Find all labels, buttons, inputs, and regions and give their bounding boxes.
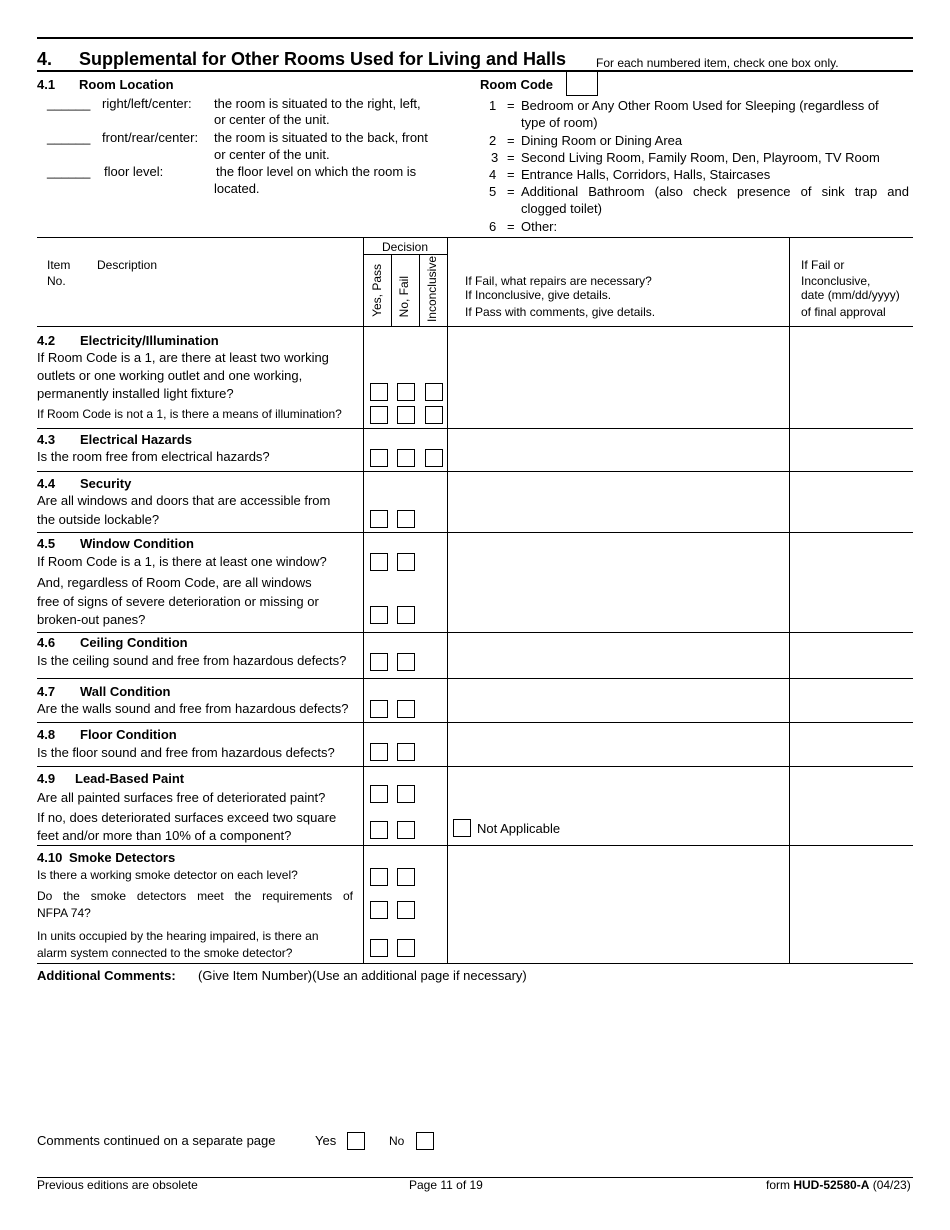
item-4-4-title: Security [80,476,132,491]
footer-page-number: Page 11 of 19 [409,1178,483,1192]
item-4-2-q2-inconclusive-checkbox[interactable] [425,406,443,424]
section-title: Supplemental for Other Rooms Used for Living and Halls [79,49,567,69]
header-repairs-2: If Inconclusive, give details. [465,288,612,302]
comments-continued-no-checkbox[interactable] [416,1132,434,1150]
item-4-4-q1b: the outside lockable? [37,512,160,527]
item-4-8-pass-checkbox[interactable] [370,743,388,761]
header-decision: Decision [381,240,429,254]
room-location-desc-2a: the room is situated to the back, front [214,130,428,145]
item-4-2-q2-fail-checkbox[interactable] [397,406,415,424]
room-code-num-4: 4 [489,167,497,182]
additional-comments-hint: (Give Item Number)(Use an additional page if necessary) [198,968,527,983]
header-yes-pass: Yes, Pass [370,264,384,317]
item-4-3-pass-checkbox[interactable] [370,449,388,467]
additional-comments-label: Additional Comments: [37,968,176,983]
room-code-eq-6: = [507,219,515,234]
item-4-2-q2-pass-checkbox[interactable] [370,406,388,424]
header-item: Item [47,258,71,272]
room-code-eq-2: = [507,133,515,148]
room-code-text-5b: clogged toilet) [521,201,602,216]
room-location-desc-1a: the room is situated to the right, left, [214,96,421,111]
item-4-6-pass-checkbox[interactable] [370,653,388,671]
item-4-5-q2-fail-checkbox[interactable] [397,606,415,624]
item-4-4-pass-checkbox[interactable] [370,510,388,528]
room-location-number: 4.1 [37,77,56,92]
item-4-2-q1-pass-checkbox[interactable] [370,383,388,401]
item-4-7-q1: Are the walls sound and free from hazardous defects? [37,701,349,716]
item-4-10-q2-fail-checkbox[interactable] [397,901,415,919]
header-repairs-1: If Fail, what repairs are necessary? [465,274,652,288]
comments-continued-yes-label: Yes [315,1133,337,1148]
item-4-2-q2: If Room Code is not a 1, is there a means of illumination? [37,407,342,421]
item-4-6-fail-checkbox[interactable] [397,653,415,671]
item-4-9-q2a: If no, does deteriorated surfaces exceed two square [37,810,337,825]
item-4-9-q2-fail-checkbox[interactable] [397,821,415,839]
footer-form-code: HUD-52580-A [793,1178,870,1192]
room-code-eq-3: = [507,150,515,165]
item-4-2-q1a: If Room Code is a 1, are there at least two working [37,350,329,365]
header-date-1: If Fail or [801,258,845,272]
room-code-num-2: 2 [489,133,497,148]
additional-comments-area[interactable] [37,988,913,1118]
room-code-text-3: Second Living Room, Family Room, Den, Playroom, TV Room [521,150,880,165]
item-4-3-title: Electrical Hazards [80,432,193,447]
room-location-blank-1[interactable]: ______ [47,96,91,111]
item-4-3-q1: Is the room free from electrical hazards? [37,449,270,464]
item-4-10-q1-pass-checkbox[interactable] [370,868,388,886]
item-4-10-q2-pass-checkbox[interactable] [370,901,388,919]
item-4-9-q2b: feet and/or more than 10% of a component? [37,828,292,843]
item-4-10-q2a: Do the smoke detectors meet the requirements of [37,889,353,903]
item-4-9-title: Lead-Based Paint [75,771,185,786]
item-4-5-q2c: broken-out panes? [37,612,146,627]
footer-form-date: (04/23) [869,1178,911,1192]
item-4-5-q1: If Room Code is a 1, is there at least one window? [37,554,327,569]
item-4-9-not-applicable-label: Not Applicable [477,821,561,836]
item-4-10-number: 4.10 [37,850,63,865]
room-location-blank-3[interactable]: ______ [47,164,91,179]
room-code-num-5: 5 [489,184,497,199]
section-instruction: For each numbered item, check one box only. [596,56,839,70]
room-code-text-6: Other: [521,219,558,234]
room-code-title: Room Code [480,77,553,92]
item-4-5-number: 4.5 [37,536,56,551]
item-4-2-q1b: outlets or one working outlet and one working, [37,368,303,383]
item-4-7-pass-checkbox[interactable] [370,700,388,718]
room-code-eq-1: = [507,98,515,113]
room-location-desc-1b: or center of the unit. [214,112,330,127]
item-4-10-q3a: In units occupied by the hearing impaired, is there an [37,929,319,943]
item-4-2-title: Electricity/Illumination [80,333,219,348]
header-no: No. [47,274,66,288]
item-4-10-q1: Is there a working smoke detector on each level? [37,868,298,882]
item-4-5-q1-pass-checkbox[interactable] [370,553,388,571]
room-code-input[interactable] [566,72,598,96]
header-description: Description [97,258,158,272]
item-4-7-fail-checkbox[interactable] [397,700,415,718]
room-location-label-2: front/rear/center: [102,130,199,145]
item-4-6-q1: Is the ceiling sound and free from hazardous defects? [37,653,347,668]
item-4-7-number: 4.7 [37,684,56,699]
header-date-3: date (mm/dd/yyyy) [801,288,900,302]
comments-continued-yes-checkbox[interactable] [347,1132,365,1150]
item-4-9-not-applicable-checkbox[interactable] [453,819,471,837]
room-code-num-1: 1 [489,98,497,113]
comments-continued-no-label: No [389,1134,405,1148]
item-4-5-title: Window Condition [80,536,194,551]
footer-obsolete: Previous editions are obsolete [37,1178,198,1192]
item-4-10-q2b: NFPA 74? [37,906,91,920]
item-4-8-q1: Is the floor sound and free from hazardous defects? [37,745,335,760]
item-4-10-q1-fail-checkbox[interactable] [397,868,415,886]
item-4-9-q1-fail-checkbox[interactable] [397,785,415,803]
item-4-5-q2b: free of signs of severe deterioration or missing or [37,594,319,609]
room-code-text-1a: Bedroom or Any Other Room Used for Sleeping (regardless of [521,98,879,113]
item-4-7-title: Wall Condition [80,684,171,699]
comments-continued-label: Comments continued on a separate page [37,1133,276,1148]
room-code-eq-5: = [507,184,515,199]
room-location-label-3: floor level: [104,164,164,179]
item-4-8-fail-checkbox[interactable] [397,743,415,761]
item-4-5-q2-pass-checkbox[interactable] [370,606,388,624]
item-4-10-q3-pass-checkbox[interactable] [370,939,388,957]
header-repairs-3: If Pass with comments, give details. [465,305,656,319]
room-code-text-1b: type of room) [521,115,598,130]
item-4-6-number: 4.6 [37,635,56,650]
room-code-eq-4: = [507,167,515,182]
room-location-desc-2b: or center of the unit. [214,147,330,162]
room-code-num-6: 6 [489,219,497,234]
room-location-desc-3a: the floor level on which the room is [216,164,417,179]
room-location-title: Room Location [79,77,174,92]
item-4-2-q1-fail-checkbox[interactable] [397,383,415,401]
item-4-3-number: 4.3 [37,432,56,447]
item-4-2-number: 4.2 [37,333,56,348]
room-code-text-5a: Additional Bathroom (also check presence of sink trap and [521,184,909,199]
header-date-2: Inconclusive, [801,274,871,288]
room-code-num-3: 3 [491,150,499,165]
item-4-4-fail-checkbox[interactable] [397,510,415,528]
header-no-fail: No, Fail [397,276,411,318]
item-4-5-q2a: And, regardless of Room Code, are all windows [37,575,312,590]
item-4-2-q1-inconclusive-checkbox[interactable] [425,383,443,401]
room-location-blank-2[interactable]: ______ [47,130,91,145]
item-4-9-number: 4.9 [37,771,56,786]
footer-form-id [766,1177,911,1193]
item-4-4-number: 4.4 [37,476,56,491]
item-4-3-fail-checkbox[interactable] [397,449,415,467]
item-4-2-q1c: permanently installed light fixture? [37,386,234,401]
header-inconclusive: Inconclusive [425,256,439,323]
item-4-9-q1-pass-checkbox[interactable] [370,785,388,803]
item-4-10-q3b: alarm system connected to the smoke detector? [37,946,293,960]
section-number: 4. [37,49,53,69]
room-location-label-1: right/left/center: [102,96,192,111]
item-4-5-q1-fail-checkbox[interactable] [397,553,415,571]
item-4-9-q2-pass-checkbox[interactable] [370,821,388,839]
room-code-text-4: Entrance Halls, Corridors, Halls, Staircases [521,167,771,182]
item-4-10-q3-fail-checkbox[interactable] [397,939,415,957]
item-4-3-inconclusive-checkbox[interactable] [425,449,443,467]
footer-form-prefix: form [766,1178,794,1192]
room-code-text-2: Dining Room or Dining Area [521,133,683,148]
item-4-9-q1: Are all painted surfaces free of deteriorated paint? [37,790,326,805]
item-4-4-q1a: Are all windows and doors that are accessible from [37,493,331,508]
header-date-4: of final approval [801,305,886,319]
item-4-6-title: Ceiling Condition [80,635,188,650]
item-4-8-title: Floor Condition [80,727,177,742]
item-4-10-title: Smoke Detectors [69,850,176,865]
room-location-desc-3b: located. [214,181,260,196]
item-4-8-number: 4.8 [37,727,56,742]
